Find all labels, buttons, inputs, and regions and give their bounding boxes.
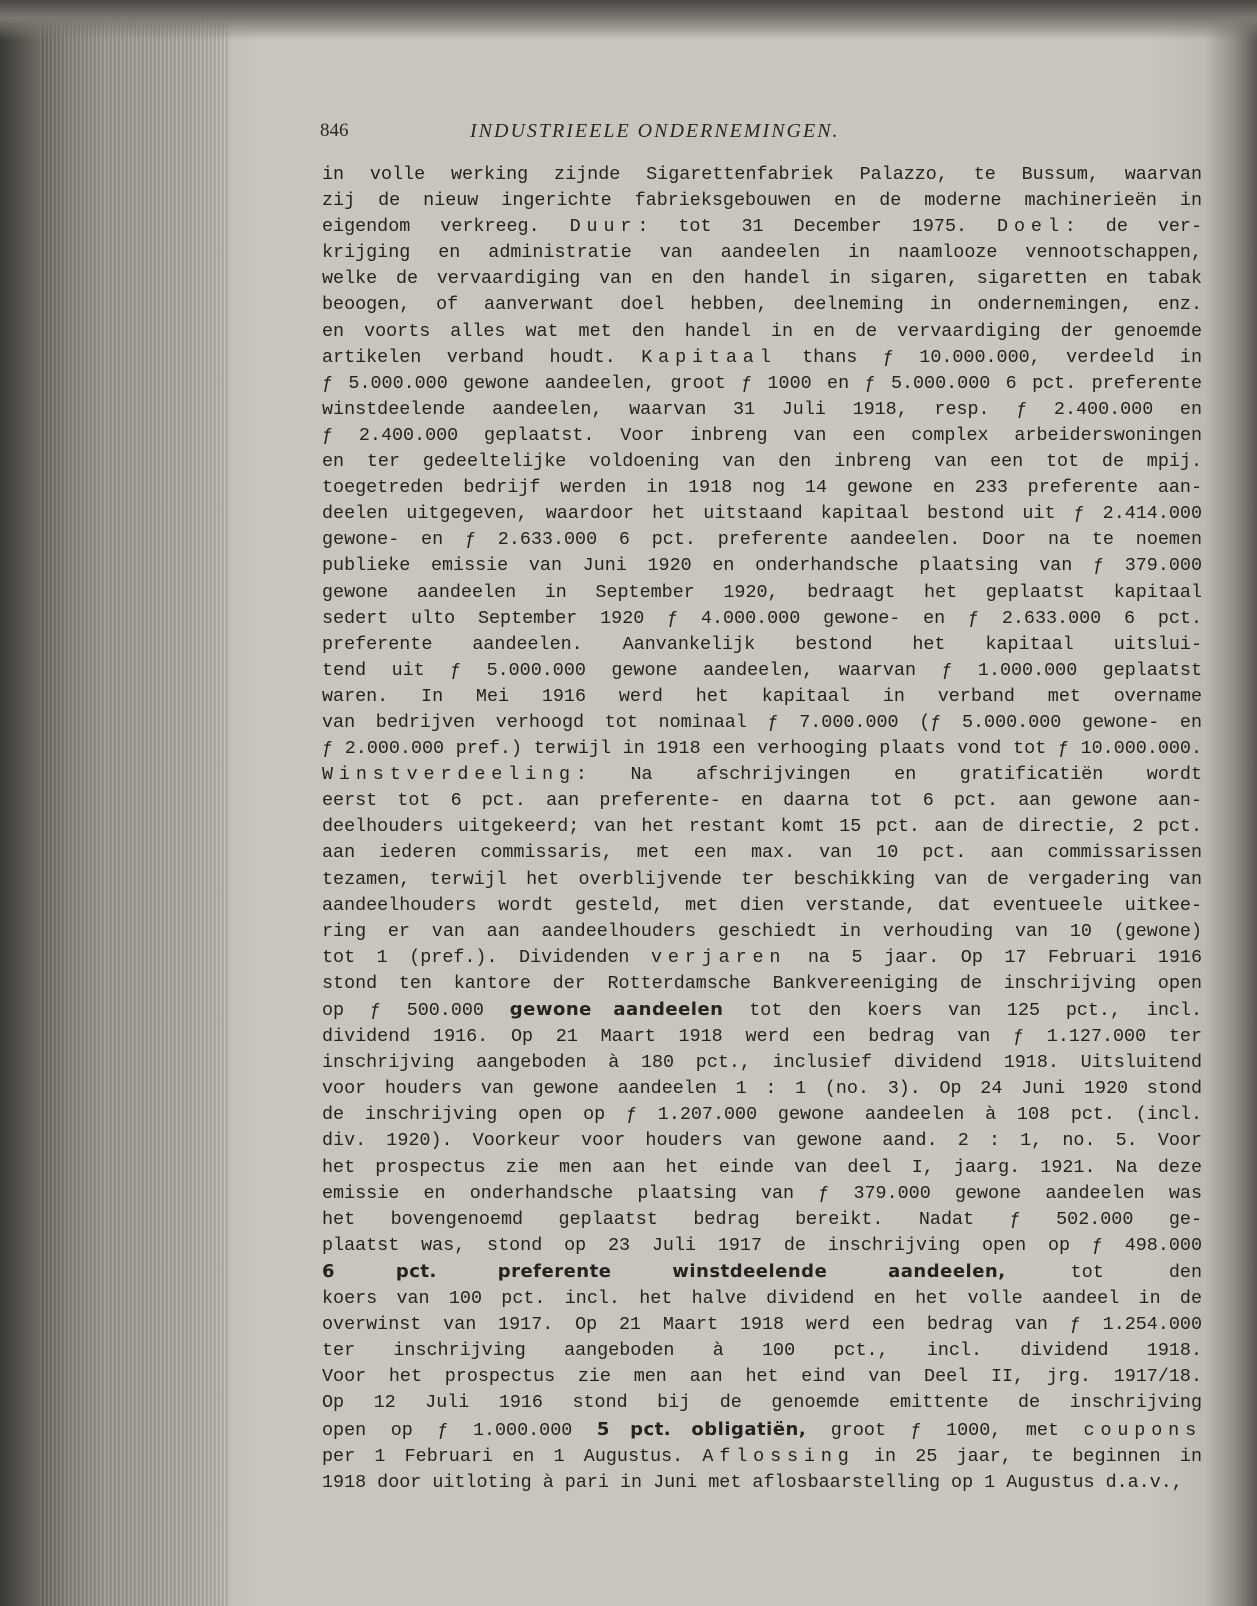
text-segment: ƒ 2.400.000 geplaatst. Voor inbreng van een complex arbeiderswoningen (322, 424, 1202, 446)
text-segment: aan iederen commissaris, met een max. van 10 pct. aan commissarissen (322, 842, 1202, 864)
text-segment: winstdeelende aandeelen, waarvan 31 Juli 1918, resp. ƒ 2.400.000 en (322, 398, 1202, 420)
spaced-term: Doel (997, 216, 1065, 238)
text-segment: ring er van aan aandeelhouders geschiedt in verhouding van 10 (gewone) (322, 920, 1202, 942)
text-line (322, 1390, 1202, 1416)
text-segment: in volle werking zijnde Sigarettenfabriek Palazzo, te Bussum, waarvan (322, 164, 1202, 185)
text-segment: plaatst was, stond op 23 Juli 1917 de inschrijving open op ƒ 498.000 (322, 1234, 1202, 1256)
text-line (322, 1207, 1202, 1233)
spaced-term: Kapitaal (641, 346, 777, 368)
text-line (322, 1338, 1202, 1364)
text-line (322, 527, 1202, 553)
text-line (322, 188, 1202, 214)
text-segment: gewone- en ƒ 2.633.000 6 pct. preferente aandeelen. Door na te noemen (322, 529, 1202, 551)
text-line (322, 684, 1202, 710)
text-segment: inschrijving aangeboden à 180 pct., inclusief dividend 1918. Uitsluitend (322, 1052, 1202, 1074)
text-line (322, 397, 1202, 423)
text-segment: zij de nieuw ingerichte fabrieksgebouwen en de moderne machinerieën in (322, 190, 1202, 212)
text-segment: sedert ulto September 1920 ƒ 4.000.000 gewone- en ƒ 2.633.000 6 pct. (322, 607, 1202, 629)
text-segment: ƒ 5.000.000 gewone aandeelen, groot ƒ 1000 en ƒ 5.000.000 6 pct. preferente (322, 372, 1202, 394)
text-segment: beoogen, of aanverwant doel hebben, deelneming in ondernemingen, enz. (322, 294, 1202, 316)
text-segment: artikelen verband houdt. (322, 346, 642, 368)
text-segment: voor houders van gewone aandeelen 1 : 1 (no. 3). Op 24 Juni 1920 stond (322, 1078, 1202, 1100)
text-line (322, 475, 1202, 501)
text-line (322, 945, 1202, 971)
text-segment: het bovengenoemd geplaatst bedrag bereikt. Nadat ƒ 502.000 ge- (322, 1208, 1202, 1230)
text-segment: : Na afschrijvingen en gratificatiën wordt (575, 764, 1202, 786)
text-segment: overwinst van 1917. Op 21 Maart 1918 werd een bedrag van ƒ 1.254.000 (322, 1314, 1202, 1336)
text-line (322, 1259, 1202, 1286)
text-segment: open op ƒ 1.000.000 (322, 1419, 597, 1441)
text-line (322, 1128, 1202, 1154)
text-line (322, 840, 1202, 866)
text-line (322, 1364, 1202, 1390)
bold-phrase: 6 pct. preferente winstdeelende aandeelen, (322, 1260, 1006, 1282)
bold-phrase: 5 pct. obligatiën, (596, 1418, 807, 1440)
text-line (322, 553, 1202, 579)
text-segment: deelen uitgegeven, waardoor het uitstaand kapitaal bestond uit ƒ 2.414.000 (322, 503, 1202, 525)
text-segment: ƒ 2.000.000 pref.) terwijl in 1918 een verhooging plaats vond tot ƒ 10.000.000. (322, 738, 1202, 760)
text-line (322, 788, 1202, 814)
text-line (322, 632, 1202, 658)
text-line (322, 449, 1202, 475)
text-segment: preferente aandeelen. Aanvankelijk bestond het kapitaal uitslui- (322, 633, 1202, 655)
text-line (322, 501, 1202, 527)
text-line (322, 1050, 1202, 1076)
text-segment: op ƒ 500.000 (322, 1000, 510, 1021)
text-segment: koers van 100 pct. incl. het halve dividend en het volle aandeel in de (322, 1288, 1202, 1310)
text-line (322, 162, 1202, 188)
text-line (322, 997, 1202, 1024)
text-line (322, 292, 1202, 318)
text-line (322, 762, 1202, 788)
text-line (322, 1417, 1202, 1444)
text-line (322, 1155, 1202, 1181)
spaced-term: Duur (569, 216, 638, 238)
text-segment: eigendom verkreeg. (322, 216, 570, 238)
text-segment: waren. In Mei 1916 werd het kapitaal in verband met overname (322, 685, 1202, 707)
text-line (322, 1444, 1202, 1470)
text-segment: : de ver- (1064, 216, 1202, 238)
text-line (322, 1102, 1202, 1128)
text-segment: : tot 31 December 1975. (637, 216, 998, 238)
text-segment: tezamen, terwijl het overblijvende ter beschikking van de vergadering van (322, 868, 1202, 890)
text-segment: per 1 Februari en 1 Augustus. (322, 1445, 703, 1467)
text-segment: de inschrijving open op ƒ 1.207.000 gewone aandeelen à 108 pct. (incl. (322, 1104, 1202, 1126)
text-segment: tot den koers van 125 pct., incl. (723, 1000, 1202, 1021)
text-line (322, 710, 1202, 736)
text-segment: groot ƒ 1000, met (806, 1419, 1084, 1441)
text-segment: thans ƒ 10.000.000, verdeeld in (776, 346, 1202, 368)
text-segment: in 25 jaar, te beginnen in (854, 1445, 1202, 1467)
text-line (322, 423, 1202, 449)
text-segment: gewone aandeelen in September 1920, bedraagt het geplaatst kapitaal (322, 581, 1202, 603)
text-segment: Op 12 Juli 1916 stond bij de genoemde emittente de inschrijving (322, 1392, 1202, 1414)
text-line (322, 1312, 1202, 1338)
text-segment: tot 1 (pref.). Dividenden (322, 946, 651, 968)
text-line (322, 319, 1202, 345)
text-line (322, 814, 1202, 840)
spaced-term: Aflossing (702, 1445, 855, 1467)
text-line (322, 1470, 1202, 1496)
text-segment: eerst tot 6 pct. aan preferente- en daarna tot 6 pct. aan gewone aan- (322, 790, 1202, 812)
body-text (322, 162, 1202, 1496)
text-line (322, 345, 1202, 371)
text-line (322, 867, 1202, 893)
text-line (322, 1076, 1202, 1102)
text-segment: toegetreden bedrijf werden in 1918 nog 14 gewone en 233 preferente aan- (322, 477, 1202, 499)
text-segment: na 5 jaar. Op 17 Februari 1916 (786, 946, 1202, 968)
bold-phrase: gewone aandeelen (509, 999, 724, 1020)
running-title: INDUSTRIEELE ONDERNEMINGEN. (470, 120, 840, 142)
text-line (322, 919, 1202, 945)
text-line (322, 1286, 1202, 1312)
text-segment: tot den (1005, 1261, 1202, 1283)
text-segment: deelhouders uitgekeerd; van het restant komt 15 pct. aan de directie, 2 pct. (322, 816, 1202, 838)
text-segment: Voor het prospectus zie men aan het eind van Deel II, jrg. 1917/18. (322, 1366, 1202, 1388)
text-segment: dividend 1916. Op 21 Maart 1918 werd een bedrag van ƒ 1.127.000 ter (322, 1026, 1202, 1048)
running-header (320, 120, 1200, 150)
page-number: 846 (320, 120, 349, 141)
text-line (322, 1181, 1202, 1207)
text-segment: ter inschrijving aangeboden à 100 pct., incl. dividend 1918. (322, 1340, 1202, 1362)
text-segment: aandeelhouders wordt gesteld, met dien verstande, dat eventueele uitkee- (322, 894, 1202, 916)
text-line (322, 736, 1202, 762)
text-segment: 1918 door uitloting à pari in Juni met aflosbaarstelling op 1 Augustus d.a.v., (322, 1471, 1183, 1493)
top-edge-shadow (0, 0, 1257, 40)
text-segment: krijging en administratie van aandeelen in naamlooze vennootschappen, (322, 242, 1202, 264)
text-segment: emissie en onderhandsche plaatsing van ƒ 379.000 gewone aandeelen was (322, 1182, 1202, 1204)
text-line (322, 971, 1202, 997)
text-segment: tend uit ƒ 5.000.000 gewone aandeelen, waarvan ƒ 1.000.000 geplaatst (322, 659, 1202, 681)
spaced-term: coupons (1083, 1419, 1202, 1441)
text-line (322, 240, 1202, 266)
text-line (322, 606, 1202, 632)
text-segment: en voorts alles wat met den handel in en de vervaardiging der genoemde (322, 320, 1202, 342)
spaced-term: Winstverdeeling (322, 764, 576, 786)
text-segment: welke de vervaardiging van en den handel in sigaren, sigaretten en tabak (322, 268, 1202, 290)
stacked-page-edges (40, 22, 230, 1606)
text-line (322, 214, 1202, 240)
text-segment: div. 1920). Voorkeur voor houders van gewone aand. 2 : 1, no. 5. Voor (322, 1130, 1202, 1152)
text-line (322, 266, 1202, 292)
text-segment: publieke emissie van Juni 1920 en onderhandsche plaatsing van ƒ 379.000 (322, 555, 1202, 577)
text-line (322, 371, 1202, 397)
text-line (322, 1233, 1202, 1259)
text-segment: stond ten kantore der Rotterdamsche Bankvereeniging de inschrijving open (322, 972, 1202, 994)
text-segment: het prospectus zie men aan het einde van deel I, jaarg. 1921. Na deze (322, 1156, 1202, 1178)
page (240, 38, 1240, 1606)
text-segment: en ter gedeeltelijke voldoening van den inbreng van een tot de mpij. (322, 451, 1202, 473)
spaced-term: verjaren (650, 946, 787, 968)
text-line (322, 658, 1202, 684)
text-segment: van bedrijven verhoogd tot nominaal ƒ 7.000.000 (ƒ 5.000.000 gewone- en (322, 711, 1202, 733)
text-line (322, 580, 1202, 606)
text-line (322, 893, 1202, 919)
text-line (322, 1024, 1202, 1050)
